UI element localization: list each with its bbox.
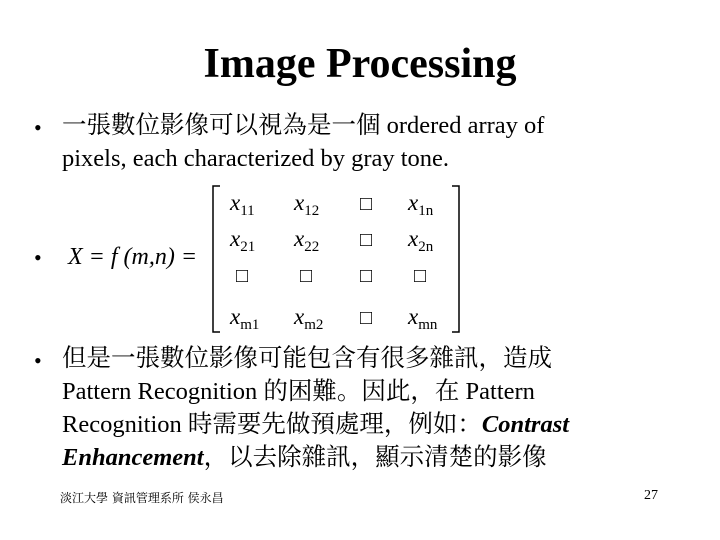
matrix-cell: xm1 — [230, 304, 260, 333]
bullet3-line1: 但是一張數位影像可能包含有很多雜訊，造成 — [62, 345, 552, 372]
bullet3-line4 — [62, 442, 547, 474]
enhancement-emph: Enhancement — [62, 444, 204, 471]
matrix-cell: □ — [236, 265, 249, 287]
right-bracket — [452, 186, 459, 332]
left-bracket — [213, 186, 220, 332]
bullet3-line3 — [62, 409, 569, 441]
bullet3-line2: Pattern Recognition 的困難。因此，在 Pattern — [62, 378, 535, 405]
matrix-cell: □ — [360, 193, 373, 215]
matrix-svg — [62, 180, 482, 340]
footer-text: 淡江大學 資訊管理系所 侯永昌 — [60, 491, 224, 505]
matrix-cell: xmn — [408, 304, 438, 333]
bullet3-line3-text: Recognition 時需要先做預處理，例如： — [62, 411, 482, 438]
bullet3-line4-text: ，以去除雜訊，顯示清楚的影像 — [203, 444, 547, 471]
page-number: 27 — [644, 488, 658, 503]
matrix-cells — [229, 190, 438, 333]
matrix-cell: x21 — [230, 226, 256, 255]
matrix-cell: xm2 — [294, 304, 324, 333]
matrix-cell: x22 — [294, 226, 320, 255]
matrix-cell: x1n — [408, 190, 434, 219]
matrix-cell: x12 — [294, 190, 320, 219]
matrix-cell: □ — [360, 265, 373, 287]
bullet1-line1: 一張數位影像可以視為是一個 ordered array of — [62, 112, 545, 139]
bullet-dot: • — [34, 245, 42, 270]
matrix-cell: □ — [414, 265, 427, 287]
bullet-dot: • — [34, 115, 42, 140]
matrix-equation — [62, 180, 482, 340]
slide-title: Image Processing — [203, 41, 517, 87]
contrast-emph: Contrast — [481, 411, 570, 438]
matrix-cell: □ — [360, 307, 373, 329]
equation-lhs: X = f (m,n) = — [68, 244, 198, 270]
matrix-cell: x11 — [230, 190, 255, 219]
bullet-dot: • — [34, 348, 42, 373]
matrix-cell: x2n — [408, 226, 434, 255]
bullet1-line2: pixels, each characterized by gray tone. — [62, 145, 450, 172]
matrix-cell: □ — [360, 229, 373, 251]
matrix-cell: □ — [300, 265, 313, 287]
